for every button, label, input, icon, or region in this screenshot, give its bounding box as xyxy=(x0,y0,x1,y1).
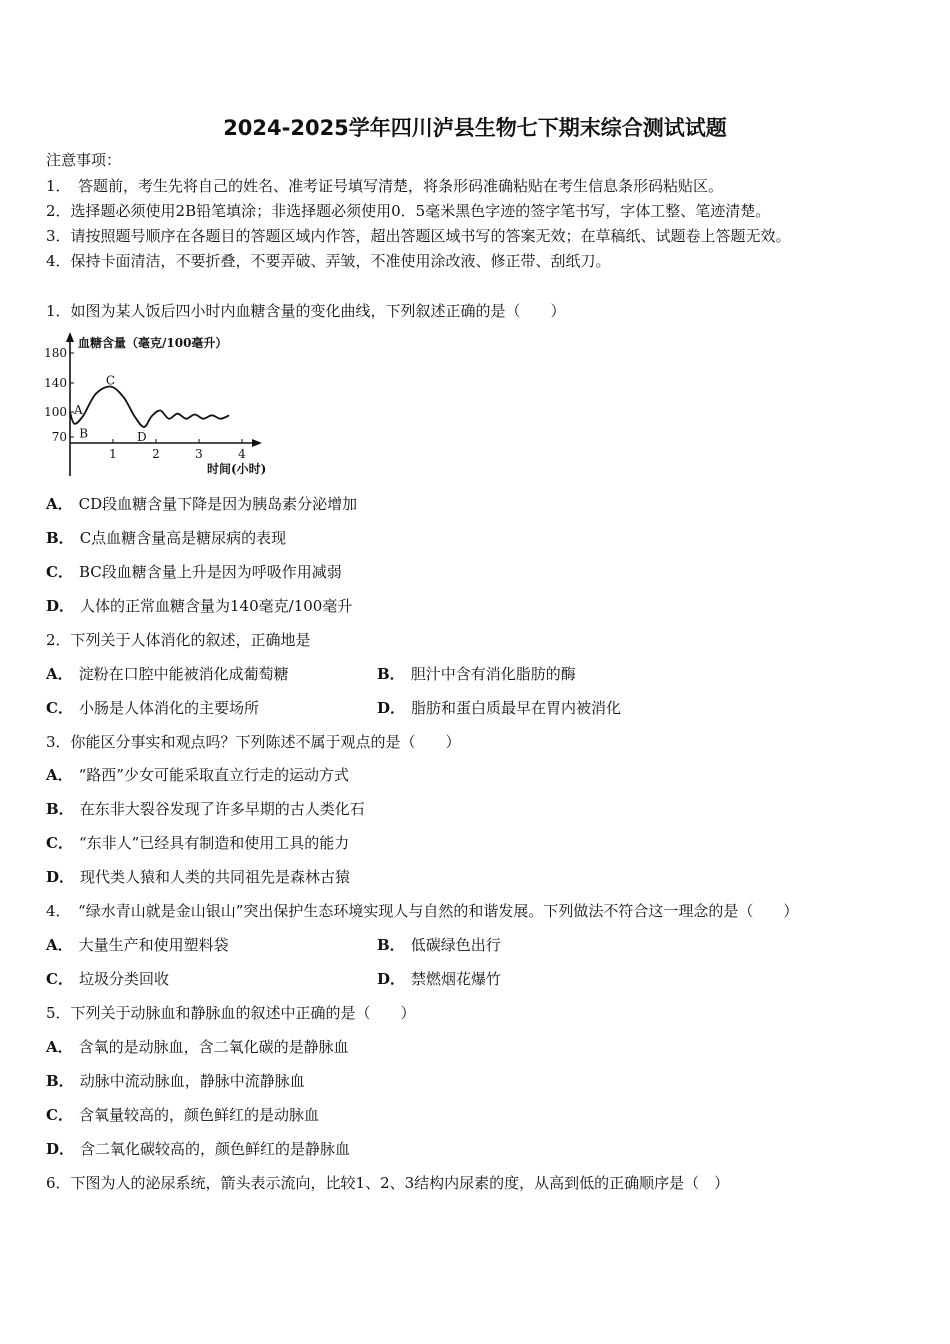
option-line xyxy=(46,494,357,514)
x-tick-label: 3 xyxy=(195,447,203,461)
option-line xyxy=(46,935,229,955)
y-axis-label: 血糖含量（毫克/100毫升） xyxy=(78,336,228,350)
question-stem: 6．下图为人的泌尿系统，箭头表示流向，比较1、2、3结构内尿素的度，从高到低的正确顺序是（ ） xyxy=(46,1174,730,1192)
point-label-b: B xyxy=(79,426,89,441)
option-line xyxy=(377,935,501,955)
option-text: “路西”少女可能采取直立行走的运动方式 xyxy=(78,766,349,784)
option-line xyxy=(377,664,576,684)
option-letter: A． xyxy=(46,1038,73,1056)
option-letter: C． xyxy=(46,699,73,717)
option-line xyxy=(46,562,342,582)
option-line xyxy=(46,833,349,853)
option-letter: A． xyxy=(46,766,73,784)
notice-item: 4．保持卡面清洁，不要折叠，不要弄破、弄皱，不准使用涂改液、修正带、刮纸刀。 xyxy=(46,252,611,270)
option-letter: B． xyxy=(46,1072,74,1090)
notice-item: 1． 答题前，考生先将自己的姓名、准考证号填写清楚，将条形码准确粘贴在考生信息条形码粘贴区。 xyxy=(46,177,724,195)
x-axis-label: 时间(小时) xyxy=(207,462,267,476)
option-line xyxy=(46,867,350,887)
option-text: 含氧的是动脉血，含二氧化碳的是静脉血 xyxy=(78,1038,349,1056)
option-line xyxy=(46,969,169,989)
option-text: 脂肪和蛋白质最早在胃内被消化 xyxy=(411,699,622,717)
option-line xyxy=(46,765,349,785)
option-line xyxy=(377,698,621,718)
option-letter: D． xyxy=(46,597,75,615)
option-text: “东非人”已经具有制造和使用工具的能力 xyxy=(78,834,350,852)
question-stem: 5．下列关于动脉血和静脉血的叙述中正确的是（ ） xyxy=(46,1004,416,1022)
x-tick-label: 1 xyxy=(109,447,117,461)
option-text: 含二氧化碳较高的，颜色鲜红的是静脉血 xyxy=(80,1140,351,1158)
option-text: 低碳绿色出行 xyxy=(410,936,501,954)
page-title: 2024-2025学年四川泸县生物七下期末综合测试试题 xyxy=(223,116,727,140)
option-line xyxy=(46,596,352,616)
option-line xyxy=(46,1139,350,1159)
option-letter: C． xyxy=(46,563,73,581)
option-text: 胆汁中含有消化脂肪的酶 xyxy=(410,665,576,683)
option-text: C点血糖含量高是糖尿病的表现 xyxy=(79,529,287,547)
point-label-c: C xyxy=(105,373,116,388)
option-text: 垃圾分类回收 xyxy=(78,970,169,988)
y-axis-arrow xyxy=(66,332,74,342)
option-text: 现代类人猿和人类的共同祖先是森林古猿 xyxy=(80,868,351,886)
notice-heading: 注意事项： xyxy=(46,151,122,169)
option-text: 小肠是人体消化的主要场所 xyxy=(78,699,259,717)
option-line xyxy=(46,1071,305,1091)
option-letter: C． xyxy=(46,970,73,988)
option-letter: D． xyxy=(46,868,75,886)
option-letter: D． xyxy=(377,699,406,717)
option-text: 动脉中流动脉血，静脉中流静脉血 xyxy=(79,1072,305,1090)
point-label-a: A xyxy=(74,403,83,417)
option-line xyxy=(46,528,286,548)
option-letter: D． xyxy=(46,1140,75,1158)
option-letter: C． xyxy=(46,1106,73,1124)
option-text: 淀粉在口腔中能被消化成葡萄糖 xyxy=(78,665,289,683)
x-tick-label: 4 xyxy=(238,447,246,461)
option-letter: B． xyxy=(46,529,74,547)
y-tick-label: 140 xyxy=(44,376,67,390)
option-text: 人体的正常血糖含量为140毫克/100毫升 xyxy=(80,597,353,615)
option-text: 禁燃烟花爆竹 xyxy=(411,970,502,988)
option-line xyxy=(46,698,259,718)
option-text: 含氧量较高的，颜色鲜红的是动脉血 xyxy=(78,1106,319,1124)
x-tick-label: 2 xyxy=(152,447,160,461)
y-tick-label: 180 xyxy=(44,346,67,360)
question-stem: 3．你能区分事实和观点吗？下列陈述不属于观点的是（ ） xyxy=(46,733,461,751)
option-letter: C． xyxy=(46,834,73,852)
series-line xyxy=(70,387,229,427)
option-line xyxy=(377,969,501,989)
y-tick-label: 70 xyxy=(51,430,67,444)
option-line xyxy=(46,1037,349,1057)
option-letter: A． xyxy=(46,936,73,954)
option-letter: A． xyxy=(46,665,73,683)
point-label-d: D xyxy=(136,430,147,444)
option-letter: B． xyxy=(377,665,405,683)
blood-sugar-chart xyxy=(44,330,280,480)
option-line xyxy=(46,664,289,684)
option-letter: B． xyxy=(377,936,405,954)
option-text: CD段血糖含量下降是因为胰岛素分泌增加 xyxy=(78,495,358,513)
option-letter: D． xyxy=(377,970,406,988)
option-line xyxy=(46,1105,319,1125)
option-letter: A． xyxy=(46,495,73,513)
option-text: BC段血糖含量上升是因为呼吸作用减弱 xyxy=(78,563,342,581)
option-text: 大量生产和使用塑料袋 xyxy=(78,936,229,954)
option-letter: B． xyxy=(46,800,74,818)
notice-item: 2．选择题必须使用2B铅笔填涂；非选择题必须使用0．5毫米黑色字迹的签字笔书写，字体工整、笔迹清楚。 xyxy=(46,202,771,220)
question-stem: 2．下列关于人体消化的叙述，正确地是 xyxy=(46,631,311,649)
question-stem: 1．如图为某人饭后四小时内血糖含量的变化曲线，下列叙述正确的是（ ） xyxy=(46,302,566,320)
question-stem: 4． “绿水青山就是金山银山”突出保护生态环境实现人与自然的和谐发展。下列做法不符合这一理念的是（ ） xyxy=(46,902,799,920)
x-axis-arrow xyxy=(252,439,262,447)
notice-item: 3．请按照题号顺序在各题目的答题区域内作答，超出答题区域书写的答案无效；在草稿纸、试题卷上答题无效。 xyxy=(46,227,791,245)
y-tick-label: 100 xyxy=(44,405,67,419)
option-line xyxy=(46,799,365,819)
option-text: 在东非大裂谷发现了许多早期的古人类化石 xyxy=(79,800,365,818)
